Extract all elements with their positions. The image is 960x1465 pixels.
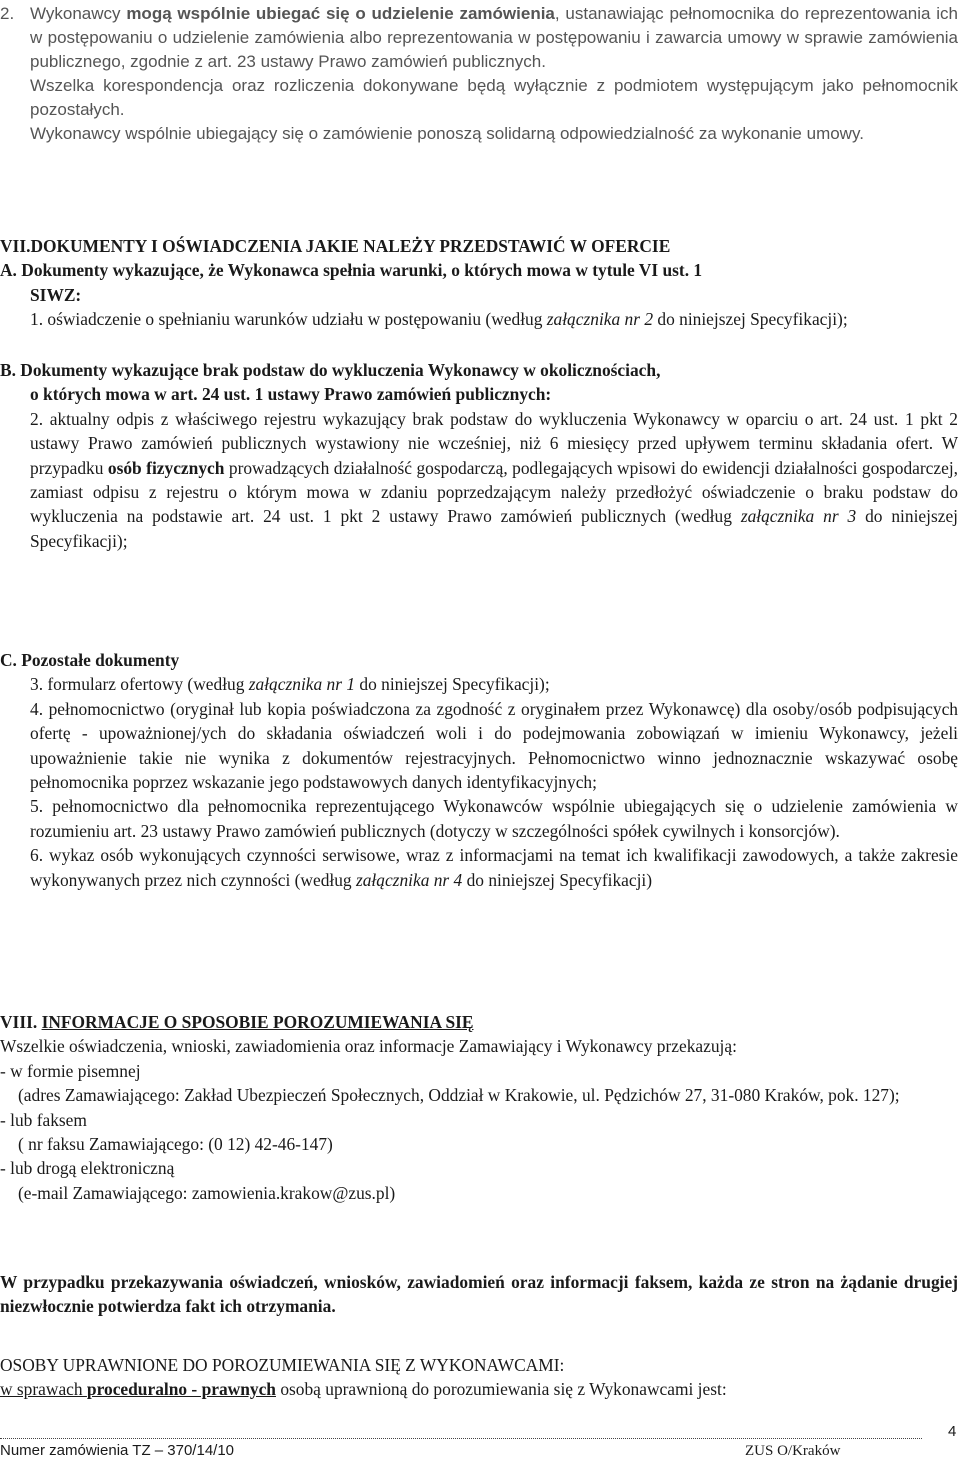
section-8-fax-note [0,1270,958,1319]
section-8-form-3: - lub drogą elektroniczną [0,1158,175,1179]
section-7a-title: A. Dokumenty wykazujące, że Wykonawca spełnia warunki, o których mowa w tytule VI ust. 1 [0,260,703,281]
section-8 [0,1010,958,1205]
section-7-title: VII.DOKUMENTY I OŚWIADCZENIA JAKIE NALEŻY PRZEDSTAWIĆ W OFERCIE [0,236,671,256]
section-7b [0,358,958,553]
section-2-paragraph-1: 2. Wykonawcy mogą wspólnie ubiegać się o udzielenie zamówienia, ustanawiając pełnomocnika do reprezentowania ich w postępowaniu o udzielenie zamówienia albo reprezentowania w postępowaniu i zawarcia umowy w sprawie zamówienia publicznego, zgodnie z art. 23 ustawy Prawo zamówień publicznych. [0,4,958,71]
section-8-form-1: - w formie pisemnej [0,1060,141,1081]
footer-divider [0,1438,922,1439]
page-number: 4 [948,1423,957,1440]
section-7c [0,648,958,892]
section-8-title: VIII. INFORMACJE O SPOSOBIE POROZUMIEWANIA SIĘ [0,1012,474,1032]
section-7c-item-3: 3. formularz ofertowy (według załącznika nr 1 do niniejszej Specyfikacji); [30,674,550,695]
section-2-paragraph-3: Wykonawcy wspólnie ubiegający się o zamówienie ponoszą solidarną odpowiedzialność za wykonanie umowy. [30,124,864,143]
section-7a-title-cont: SIWZ: [30,284,82,305]
fax-confirmation-note: W przypadku przekazywania oświadczeń, wniosków, zawiadomień oraz informacji faksem, każda ze stron na żądanie drugiej niezwłocznie potwierdza fakt ich otrzymania. [0,1272,958,1317]
section-7c-title: C. Pozostałe dokumenty [0,650,180,670]
section-2 [0,2,958,146]
authorized-persons-line: w sprawach proceduralno - prawnych osobą uprawnioną do porozumiewania się z Wykonawcami jest: [0,1379,727,1400]
section-2-number: 2. [0,4,15,23]
section-8-form-1-detail: (adres Zamawiającego: Zakład Ubezpieczeń Społecznych, Oddział w Krakowie, ul. Pędzichów 27, 31-080 Kraków, pok. 127); [18,1085,900,1106]
section-8-intro: Wszelkie oświadczenia, wnioski, zawiadomienia oraz informacje Zamawiający i Wykonawcy przekazują: [0,1036,737,1057]
section-8-persons [0,1353,958,1402]
section-2-paragraph-2: Wszelka korespondencja oraz rozliczenia dokonywane będą wyłącznie z podmiotem występującym jako pełnomocnik pozostałych. [30,76,958,119]
footer-office: ZUS O/Kraków [745,1443,841,1459]
section-8-form-2-detail: ( nr faksu Zamawiającego: (0 12) 42-46-147) [18,1134,333,1155]
footer-order-number: Numer zamówienia TZ – 370/14/10 [0,1442,235,1459]
section-7b-title-cont: o których mowa w art. 24 ust. 1 ustawy Prawo zamówień publicznych: [30,384,552,405]
section-7 [0,234,958,332]
authorized-persons-heading: OSOBY UPRAWNIONE DO POROZUMIEWANIA SIĘ Z WYKONAWCAMI: [0,1355,565,1375]
section-7b-title: B. Dokumenty wykazujące brak podstaw do wykluczenia Wykonawcy w okolicznościach, [0,360,661,380]
section-7c-item-6: 6. wykaz osób wykonujących czynności serwisowe, wraz z informacjami na temat ich kwalifikacji zawodowych, a także zakresie wykonywanych przez nich czynności (według załącznika nr 4 do niniejszej Specyfikacji) [30,845,958,890]
section-7c-item-4: 4. pełnomocnictwo (oryginał lub kopia poświadczona za zgodność z oryginałem przez Wykonawcę) dla osoby/osób podpisujących ofertę - upoważnionej/ych do składania oświadczeń woli i do podejmowania zobowiązań w imieniu Wykonawcy, jeżeli upoważnienie takie nie wynika z dokumentów rejestracyjnych. Pełnomocnictwo winno jednoznacznie wskazywać osobę pełnomocnika poprzez wskazanie jego podstawowych danych identyfikacyjnych; [30,698,958,793]
section-7a-item-1: 1. oświadczenie o spełnianiu warunków udziału w postępowaniu (według załącznika nr 2 do niniejszej Specyfikacji); [30,309,848,330]
section-8-form-2: - lub faksem [0,1109,87,1130]
section-7c-item-5: 5. pełnomocnictwo dla pełnomocnika reprezentującego Wykonawców wspólnie ubiegających się o udzielenie zamówienia w rozumieniu art. 23 ustawy Prawo zamówień publicznych (dotyczy w szczególności spółek cywilnych i konsorcjów). [30,796,958,841]
section-8-form-3-detail: (e-mail Zamawiającego: zamowienia.krakow@zus.pl) [18,1182,396,1203]
section-7b-item-2: 2. aktualny odpis z właściwego rejestru wykazujący brak podstaw do wykluczenia Wykonawcy w oparciu o art. 24 ust. 1 pkt 2 ustawy Prawo zamówień publicznych wystawiony nie wcześniej, niż 6 miesięcy przed upływem terminu składania ofert. W przypadku osób fizycznych prowadzących działalność gospodarczą, podlegających wpisowi do ewidencji działalności gospodarczej, zamiast odpisu z rejestru o którym mowa w zdaniu poprzedzającym należy przedłożyć oświadczenie o braku podstaw do wykluczenia na podstawie art. 24 ust. 1 pkt 2 ustawy Prawo zamówień publicznych (według załącznika nr 3 do niniejszej Specyfikacji); [30,408,959,551]
